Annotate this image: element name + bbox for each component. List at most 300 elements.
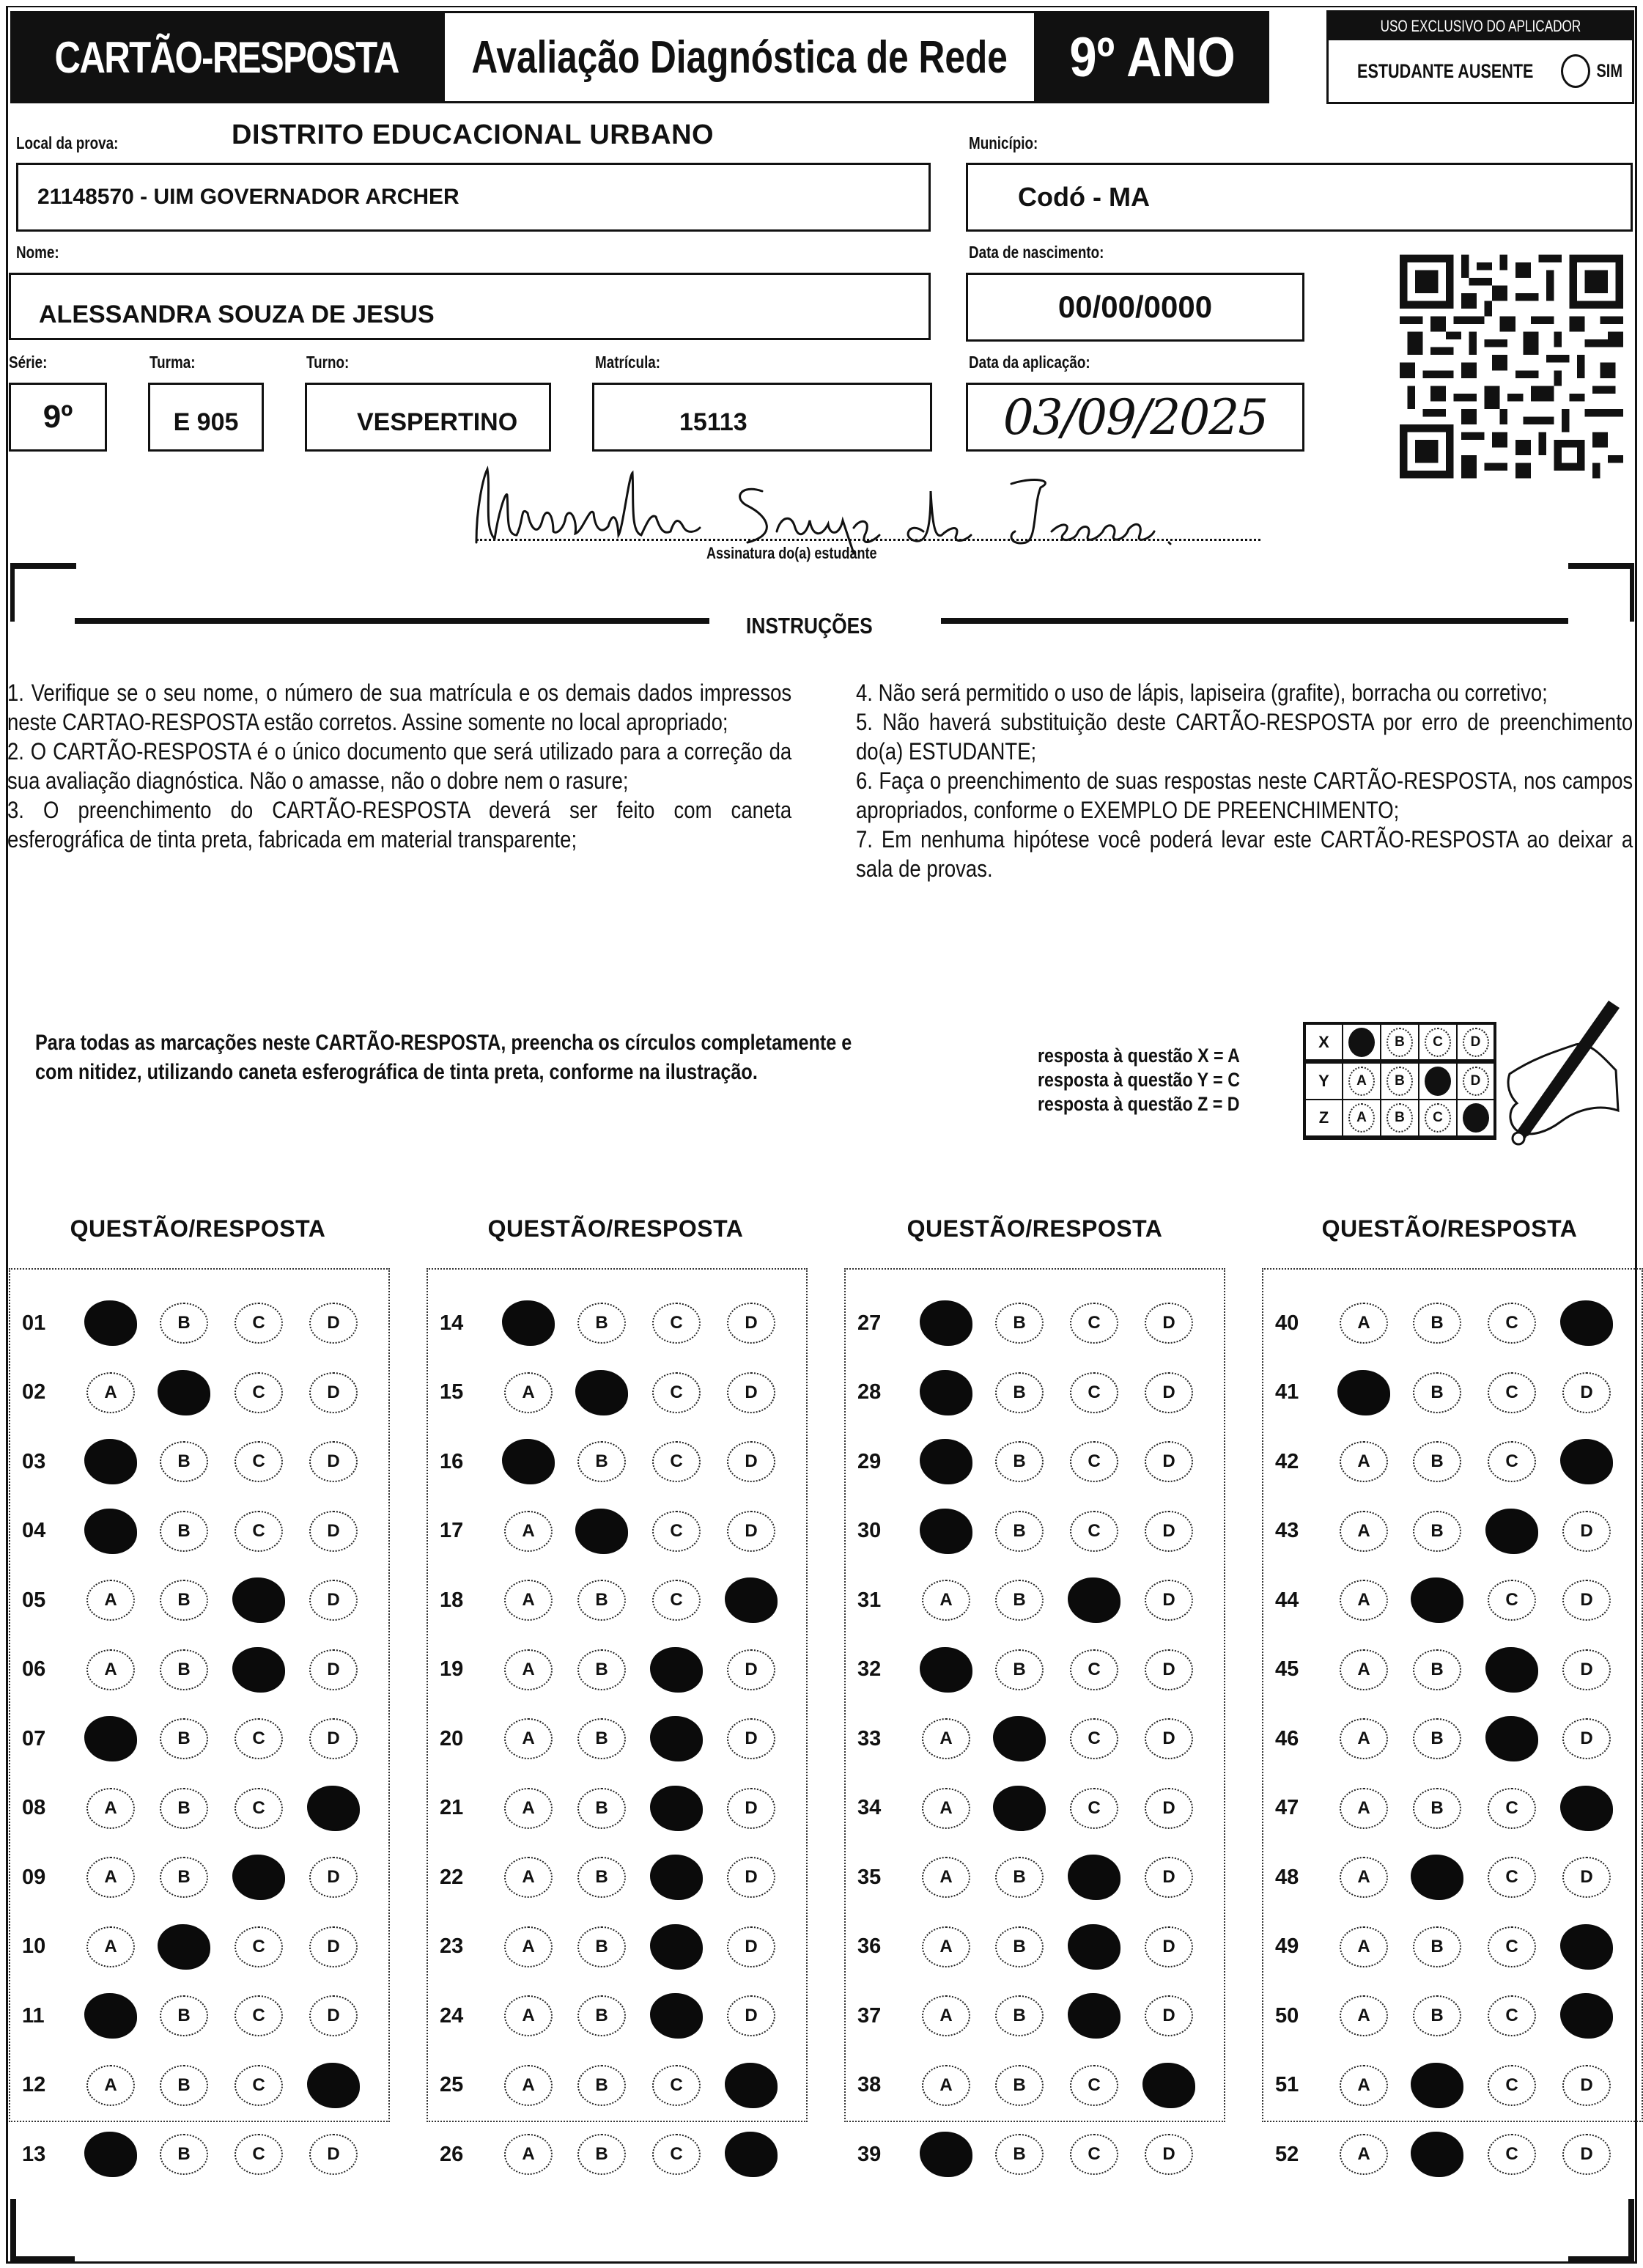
answer-bubble-01-b[interactable]: B xyxy=(160,1303,208,1344)
answer-bubble-21-c-filled[interactable] xyxy=(650,1786,703,1831)
question-number: 47 xyxy=(1275,1796,1299,1819)
answer-bubble-02-d[interactable]: D xyxy=(309,1372,358,1413)
instruction-item-2: 2. O CARTÃO-RESPOSTA é o único documento que será utilizado para a correção da sua avaliação diagnóstica. Não o amasse, não o dobre nem o rasure; xyxy=(7,738,792,794)
answer-bubble-22-a[interactable]: A xyxy=(504,1857,553,1898)
answer-bubble-47-a[interactable]: A xyxy=(1340,1788,1388,1829)
answer-bubble-27-c[interactable]: C xyxy=(1070,1303,1118,1344)
answer-bubble-14-a-filled[interactable] xyxy=(502,1300,555,1346)
question-row-25 xyxy=(428,2052,806,2118)
answer-bubble-48-b-filled[interactable] xyxy=(1411,1855,1463,1900)
question-row-03 xyxy=(10,1429,388,1495)
answer-bubble-19-d[interactable]: D xyxy=(727,1649,775,1690)
answer-bubble-03-c[interactable]: C xyxy=(235,1441,283,1482)
applicator-box xyxy=(1326,10,1634,104)
answer-bubble-10-c[interactable]: C xyxy=(235,1926,283,1967)
answer-bubble-42-b[interactable]: B xyxy=(1413,1441,1461,1482)
answer-bubble-09-d[interactable]: D xyxy=(309,1857,358,1898)
question-number: 08 xyxy=(22,1796,46,1819)
answer-bubble-29-c[interactable]: C xyxy=(1070,1441,1118,1482)
question-number: 14 xyxy=(440,1311,464,1335)
answer-bubble-32-b[interactable]: B xyxy=(995,1649,1044,1690)
answer-bubble-36-a[interactable]: A xyxy=(922,1926,970,1967)
answer-bubble-24-a[interactable]: A xyxy=(504,1995,553,2036)
answer-bubble-07-b[interactable]: B xyxy=(160,1718,208,1759)
answer-bubble-49-b[interactable]: B xyxy=(1413,1926,1461,1967)
absent-student-row xyxy=(1329,40,1632,102)
question-number: 34 xyxy=(857,1796,882,1819)
question-number: 31 xyxy=(857,1588,882,1612)
answer-bubble-26-a[interactable]: A xyxy=(504,2134,553,2175)
question-number: 03 xyxy=(22,1449,46,1473)
answer-bubble-22-c-filled[interactable] xyxy=(650,1855,703,1900)
answer-bubble-13-d[interactable]: D xyxy=(309,2134,358,2175)
answer-bubble-28-a-filled[interactable] xyxy=(920,1370,972,1415)
question-number: 19 xyxy=(440,1657,464,1681)
answer-bubble-19-b[interactable]: B xyxy=(577,1649,626,1690)
question-row-43 xyxy=(1263,1498,1642,1564)
answer-bubble-17-d[interactable]: D xyxy=(727,1511,775,1552)
answer-bubble-08-d-filled[interactable] xyxy=(307,1786,360,1831)
answer-bubble-01-d[interactable]: D xyxy=(309,1303,358,1344)
answer-bubble-38-b[interactable]: B xyxy=(995,2065,1044,2106)
answer-bubble-38-d-filled[interactable] xyxy=(1142,2063,1195,2108)
answer-bubble-27-b[interactable]: B xyxy=(995,1303,1044,1344)
card-title-banner xyxy=(10,11,443,103)
answer-bubble-52-c[interactable]: C xyxy=(1488,2134,1536,2175)
answer-bubble-34-b-filled[interactable] xyxy=(993,1786,1046,1831)
answer-bubble-19-a[interactable]: A xyxy=(504,1649,553,1690)
question-number: 02 xyxy=(22,1380,46,1404)
question-number: 32 xyxy=(857,1657,882,1681)
answer-bubble-46-c-filled[interactable] xyxy=(1485,1716,1538,1761)
answer-bubble-25-c[interactable]: C xyxy=(652,2065,701,2106)
answer-bubble-41-d[interactable]: D xyxy=(1562,1372,1611,1413)
answer-bubble-40-a[interactable]: A xyxy=(1340,1303,1388,1344)
answer-bubble-11-a-filled[interactable] xyxy=(84,1993,137,2039)
answer-bubble-37-b[interactable]: B xyxy=(995,1995,1044,2036)
answer-bubble-35-b[interactable]: B xyxy=(995,1857,1044,1898)
question-row-23 xyxy=(428,1914,806,1980)
answer-bubble-03-b[interactable]: B xyxy=(160,1441,208,1482)
answer-bubble-25-a[interactable]: A xyxy=(504,2065,553,2106)
answer-bubble-37-c-filled[interactable] xyxy=(1068,1993,1120,2039)
question-row-14 xyxy=(428,1290,806,1356)
fill-example-row-z xyxy=(1304,1100,1495,1138)
answer-bubble-44-c[interactable]: C xyxy=(1488,1580,1536,1621)
answer-bubble-45-c-filled[interactable] xyxy=(1485,1647,1538,1693)
column-header-2: QUESTÃO/RESPOSTA xyxy=(487,1215,744,1242)
answer-bubble-31-c-filled[interactable] xyxy=(1068,1577,1120,1623)
fill-example-table xyxy=(1303,1022,1496,1140)
answer-bubble-34-d[interactable]: D xyxy=(1145,1788,1193,1829)
answer-bubble-09-a[interactable]: A xyxy=(86,1857,135,1898)
answer-bubble-08-a[interactable]: A xyxy=(86,1788,135,1829)
absent-student-option: SIM xyxy=(1596,60,1623,81)
answer-bubble-36-b[interactable]: B xyxy=(995,1926,1044,1967)
serie-value: 9º xyxy=(43,399,73,435)
answer-bubble-50-b[interactable]: B xyxy=(1413,1995,1461,2036)
answer-bubble-13-a-filled[interactable] xyxy=(84,2132,137,2177)
question-number: 41 xyxy=(1275,1380,1299,1404)
answer-bubble-48-d[interactable]: D xyxy=(1562,1857,1611,1898)
question-number: 28 xyxy=(857,1380,882,1404)
answer-bubble-48-c[interactable]: C xyxy=(1488,1857,1536,1898)
question-row-32 xyxy=(846,1637,1224,1703)
answer-bubble-29-a-filled[interactable] xyxy=(920,1439,972,1484)
answer-bubble-47-b[interactable]: B xyxy=(1413,1788,1461,1829)
answer-bubble-20-a[interactable]: A xyxy=(504,1718,553,1759)
answer-bubble-52-b-filled[interactable] xyxy=(1411,2132,1463,2177)
question-number: 42 xyxy=(1275,1449,1299,1473)
answer-bubble-45-d[interactable]: D xyxy=(1562,1649,1611,1690)
question-number: 09 xyxy=(22,1865,46,1889)
answer-bubble-45-b[interactable]: B xyxy=(1413,1649,1461,1690)
question-row-12 xyxy=(10,2052,388,2118)
answer-bubble-38-a[interactable]: A xyxy=(922,2065,970,2106)
answer-bubble-21-b[interactable]: B xyxy=(577,1788,626,1829)
answer-bubble-48-a[interactable]: A xyxy=(1340,1857,1388,1898)
answer-bubble-03-a-filled[interactable] xyxy=(84,1439,137,1484)
answer-bubble-45-a[interactable]: A xyxy=(1340,1649,1388,1690)
answer-bubble-43-b[interactable]: B xyxy=(1413,1511,1461,1552)
answer-bubble-32-c[interactable]: C xyxy=(1070,1649,1118,1690)
answer-bubble-13-b[interactable]: B xyxy=(160,2134,208,2175)
question-row-38 xyxy=(846,2052,1224,2118)
turma-value: E 905 xyxy=(173,408,239,436)
answer-bubble-30-a-filled[interactable] xyxy=(920,1509,972,1554)
answer-bubble-05-a[interactable]: A xyxy=(86,1580,135,1621)
answer-bubble-44-a[interactable]: A xyxy=(1340,1580,1388,1621)
question-row-26 xyxy=(428,2121,806,2187)
answer-bubble-02-a[interactable]: A xyxy=(86,1372,135,1413)
answer-bubble-49-c[interactable]: C xyxy=(1488,1926,1536,1967)
question-number: 45 xyxy=(1275,1657,1299,1681)
signature-line xyxy=(476,539,1260,541)
answer-bubble-04-a-filled[interactable] xyxy=(84,1509,137,1554)
question-number: 24 xyxy=(440,2003,464,2028)
answer-bubble-15-b-filled[interactable] xyxy=(575,1370,628,1415)
answer-bubble-05-b[interactable]: B xyxy=(160,1580,208,1621)
answer-bubble-23-c-filled[interactable] xyxy=(650,1924,703,1970)
nome-label: Nome: xyxy=(16,243,59,262)
column-header-4: QUESTÃO/RESPOSTA xyxy=(1321,1215,1578,1242)
answer-bubble-22-b[interactable]: B xyxy=(577,1857,626,1898)
answer-bubble-34-a[interactable]: A xyxy=(922,1788,970,1829)
instruction-item-6: 6. Faça o preenchimento de suas respostas neste CARTÃO-RESPOSTA, nos campos apropriados, conforme o EXEMPLO DE PREENCHIMENTO; xyxy=(856,767,1633,823)
question-row-44 xyxy=(1263,1567,1642,1633)
answer-bubble-34-c[interactable]: C xyxy=(1070,1788,1118,1829)
answer-bubble-20-c-filled[interactable] xyxy=(650,1716,703,1761)
answer-bubble-23-d[interactable]: D xyxy=(727,1926,775,1967)
answer-bubble-27-d[interactable]: D xyxy=(1145,1303,1193,1344)
answer-bubble-35-d[interactable]: D xyxy=(1145,1857,1193,1898)
answer-bubble-01-a-filled[interactable] xyxy=(84,1300,137,1346)
answer-bubble-26-b[interactable]: B xyxy=(577,2134,626,2175)
answer-bubble-36-d[interactable]: D xyxy=(1145,1926,1193,1967)
answer-bubble-05-c-filled[interactable] xyxy=(232,1577,285,1623)
fill-example-line-y: resposta à questão Y = C xyxy=(1038,1069,1240,1091)
answer-bubble-37-a[interactable]: A xyxy=(922,1995,970,2036)
answer-bubble-02-b-filled[interactable] xyxy=(158,1370,210,1415)
answer-bubble-19-c-filled[interactable] xyxy=(650,1647,703,1693)
registration-mark-bottom-right xyxy=(1628,2199,1634,2261)
question-row-17 xyxy=(428,1498,806,1564)
answer-bubble-40-d-filled[interactable] xyxy=(1560,1300,1613,1346)
answer-bubble-16-b[interactable]: B xyxy=(577,1441,626,1482)
question-row-16 xyxy=(428,1429,806,1495)
municipio-label: Município: xyxy=(969,133,1038,152)
answer-bubble-37-d[interactable]: D xyxy=(1145,1995,1193,2036)
answer-bubble-04-d[interactable]: D xyxy=(309,1511,358,1552)
answer-bubble-33-b-filled[interactable] xyxy=(993,1716,1046,1761)
fill-example-legend xyxy=(1038,1044,1273,1116)
answer-bubble-28-c[interactable]: C xyxy=(1070,1372,1118,1413)
answer-bubble-36-c-filled[interactable] xyxy=(1068,1924,1120,1970)
column-header-3: QUESTÃO/RESPOSTA xyxy=(907,1215,1163,1242)
answer-bubble-40-b[interactable]: B xyxy=(1413,1303,1461,1344)
answer-bubble-07-c[interactable]: C xyxy=(235,1718,283,1759)
question-number: 16 xyxy=(440,1449,464,1473)
answer-bubble-08-c[interactable]: C xyxy=(235,1788,283,1829)
question-number: 39 xyxy=(857,2142,882,2166)
answer-bubble-50-d-filled[interactable] xyxy=(1560,1993,1613,2039)
question-row-34 xyxy=(846,1775,1224,1841)
answer-bubble-06-d[interactable]: D xyxy=(309,1649,358,1690)
answer-bubble-40-c[interactable]: C xyxy=(1488,1303,1536,1344)
fill-example-line-z: resposta à questão Z = D xyxy=(1038,1093,1240,1115)
question-number: 38 xyxy=(857,2073,882,2096)
answer-bubble-46-b[interactable]: B xyxy=(1413,1718,1461,1759)
answer-bubble-12-d-filled[interactable] xyxy=(307,2063,360,2108)
question-number: 13 xyxy=(22,2142,46,2166)
answer-bubble-35-a[interactable]: A xyxy=(922,1857,970,1898)
answer-bubble-24-b[interactable]: B xyxy=(577,1995,626,2036)
answer-bubble-42-d-filled[interactable] xyxy=(1560,1439,1613,1484)
answer-bubble-32-d[interactable]: D xyxy=(1145,1649,1193,1690)
question-row-35 xyxy=(846,1844,1224,1910)
answer-bubble-06-a[interactable]: A xyxy=(86,1649,135,1690)
question-number: 05 xyxy=(22,1588,46,1612)
answer-bubble-20-b[interactable]: B xyxy=(577,1718,626,1759)
answer-bubble-14-c[interactable]: C xyxy=(652,1303,701,1344)
question-row-41 xyxy=(1263,1360,1642,1426)
answer-bubble-46-d[interactable]: D xyxy=(1562,1718,1611,1759)
answer-bubble-26-d-filled[interactable] xyxy=(725,2132,778,2177)
answer-bubble-09-b[interactable]: B xyxy=(160,1857,208,1898)
answer-bubble-13-c[interactable]: C xyxy=(235,2134,283,2175)
question-row-13 xyxy=(10,2121,388,2187)
answer-bubble-41-b[interactable]: B xyxy=(1413,1372,1461,1413)
answer-bubble-47-c[interactable]: C xyxy=(1488,1788,1536,1829)
answer-bubble-18-c[interactable]: C xyxy=(652,1580,701,1621)
turma-label: Turma: xyxy=(149,353,196,372)
answer-bubble-51-d[interactable]: D xyxy=(1562,2065,1611,2106)
question-row-19 xyxy=(428,1637,806,1703)
answer-bubble-30-d[interactable]: D xyxy=(1145,1511,1193,1552)
answer-bubble-25-d-filled[interactable] xyxy=(725,2063,778,2108)
answer-bubble-28-b[interactable]: B xyxy=(995,1372,1044,1413)
answer-bubble-16-c[interactable]: C xyxy=(652,1441,701,1482)
instructions-title: INSTRUÇÕES xyxy=(746,613,873,638)
answer-bubble-50-c[interactable]: C xyxy=(1488,1995,1536,2036)
example-bubble: C xyxy=(1425,1028,1451,1057)
answer-bubble-17-a[interactable]: A xyxy=(504,1511,553,1552)
district-name: DISTRITO EDUCACIONAL URBANO xyxy=(232,119,715,150)
answer-bubble-26-c[interactable]: C xyxy=(652,2134,701,2175)
question-row-36 xyxy=(846,1914,1224,1980)
question-number: 33 xyxy=(857,1726,882,1750)
answer-bubble-14-b[interactable]: B xyxy=(577,1303,626,1344)
answer-bubble-39-d[interactable]: D xyxy=(1145,2134,1193,2175)
answer-bubble-31-d[interactable]: D xyxy=(1145,1580,1193,1621)
example-bubble: B xyxy=(1387,1103,1413,1133)
answer-bubble-04-b[interactable]: B xyxy=(160,1511,208,1552)
answer-bubble-31-a[interactable]: A xyxy=(922,1580,970,1621)
absent-student-bubble[interactable] xyxy=(1561,54,1590,88)
question-number: 27 xyxy=(857,1311,882,1335)
local-label: Local da prova: xyxy=(16,133,119,152)
answer-bubble-10-b-filled[interactable] xyxy=(158,1924,210,1970)
question-number: 01 xyxy=(22,1311,46,1335)
example-bubble: A xyxy=(1348,1103,1375,1133)
question-number: 46 xyxy=(1275,1726,1299,1750)
absent-student-label: ESTUDANTE AUSENTE xyxy=(1356,59,1533,82)
answer-bubble-12-c[interactable]: C xyxy=(235,2065,283,2106)
answer-bubble-12-a[interactable]: A xyxy=(86,2065,135,2106)
answer-bubble-33-c[interactable]: C xyxy=(1070,1718,1118,1759)
nascimento-field xyxy=(966,273,1304,342)
answer-bubble-52-a[interactable]: A xyxy=(1340,2134,1388,2175)
answer-bubble-27-a-filled[interactable] xyxy=(920,1300,972,1346)
nascimento-value: 00/00/0000 xyxy=(1057,290,1213,324)
answer-bubble-03-d[interactable]: D xyxy=(309,1441,358,1482)
answer-bubble-39-a-filled[interactable] xyxy=(920,2132,972,2177)
answer-bubble-43-d[interactable]: D xyxy=(1562,1511,1611,1552)
answer-bubble-39-c[interactable]: C xyxy=(1070,2134,1118,2175)
answer-bubble-04-c[interactable]: C xyxy=(235,1511,283,1552)
answer-bubble-43-c-filled[interactable] xyxy=(1485,1509,1538,1554)
answer-bubble-06-b[interactable]: B xyxy=(160,1649,208,1690)
question-row-49 xyxy=(1263,1914,1642,1980)
answer-bubble-46-a[interactable]: A xyxy=(1340,1718,1388,1759)
applicator-title-bar xyxy=(1329,12,1632,40)
answer-bubble-31-b[interactable]: B xyxy=(995,1580,1044,1621)
answer-bubble-33-d[interactable]: D xyxy=(1145,1718,1193,1759)
question-row-45 xyxy=(1263,1637,1642,1703)
question-number: 37 xyxy=(857,2003,882,2028)
question-row-31 xyxy=(846,1567,1224,1633)
answer-bubble-43-a[interactable]: A xyxy=(1340,1511,1388,1552)
instruction-item-3: 3. O preenchimento do CARTÃO-RESPOSTA deverá ser feito com caneta esferográfica de tinta preta, fabricada em material transparente; xyxy=(7,797,792,853)
answer-bubble-21-d[interactable]: D xyxy=(727,1788,775,1829)
answer-bubble-17-b-filled[interactable] xyxy=(575,1509,628,1554)
answer-bubble-49-d-filled[interactable] xyxy=(1560,1924,1613,1970)
answer-bubble-10-d[interactable]: D xyxy=(309,1926,358,1967)
answer-bubble-18-d-filled[interactable] xyxy=(725,1577,778,1623)
answer-bubble-18-b[interactable]: B xyxy=(577,1580,626,1621)
answer-bubble-16-d[interactable]: D xyxy=(727,1441,775,1482)
answer-bubble-01-c[interactable]: C xyxy=(235,1303,283,1344)
answer-bubble-08-b[interactable]: B xyxy=(160,1788,208,1829)
answer-bubble-29-d[interactable]: D xyxy=(1145,1441,1193,1482)
answer-bubble-42-c[interactable]: C xyxy=(1488,1441,1536,1482)
answer-bubble-30-c[interactable]: C xyxy=(1070,1511,1118,1552)
aplicacao-field[interactable] xyxy=(966,383,1304,452)
answer-bubble-41-c[interactable]: C xyxy=(1488,1372,1536,1413)
question-row-21 xyxy=(428,1775,806,1841)
answer-bubble-06-c-filled[interactable] xyxy=(232,1647,285,1693)
answer-bubble-28-d[interactable]: D xyxy=(1145,1372,1193,1413)
answer-bubble-07-a-filled[interactable] xyxy=(84,1716,137,1761)
municipio-value: Codó - MA xyxy=(1018,182,1150,212)
answer-bubble-11-b[interactable]: B xyxy=(160,1995,208,2036)
answer-bubble-15-d[interactable]: D xyxy=(727,1372,775,1413)
answer-bubble-23-a[interactable]: A xyxy=(504,1926,553,1967)
answer-bubble-15-c[interactable]: C xyxy=(652,1372,701,1413)
answer-bubble-51-c[interactable]: C xyxy=(1488,2065,1536,2106)
student-signature-handwritten[interactable] xyxy=(454,462,1282,557)
question-number: 04 xyxy=(22,1519,46,1542)
answer-bubble-39-b[interactable]: B xyxy=(995,2134,1044,2175)
answer-bubble-33-a[interactable]: A xyxy=(922,1718,970,1759)
example-bubble-filled xyxy=(1348,1028,1375,1057)
answer-bubble-52-d[interactable]: D xyxy=(1562,2134,1611,2175)
answer-bubble-02-c[interactable]: C xyxy=(235,1372,283,1413)
matricula-field xyxy=(592,383,932,452)
answer-bubble-44-b-filled[interactable] xyxy=(1411,1577,1463,1623)
answer-bubble-35-c-filled[interactable] xyxy=(1068,1855,1120,1900)
answer-bubble-11-c[interactable]: C xyxy=(235,1995,283,2036)
answer-bubble-16-a-filled[interactable] xyxy=(502,1439,555,1484)
answer-bubble-21-a[interactable]: A xyxy=(504,1788,553,1829)
answer-bubble-20-d[interactable]: D xyxy=(727,1718,775,1759)
answer-bubble-14-d[interactable]: D xyxy=(727,1303,775,1344)
answer-bubble-42-a[interactable]: A xyxy=(1340,1441,1388,1482)
answer-bubble-24-d[interactable]: D xyxy=(727,1995,775,2036)
answer-bubble-38-c[interactable]: C xyxy=(1070,2065,1118,2106)
exam-title: Avaliação Diagnóstica de Rede xyxy=(471,32,1008,83)
answer-bubble-49-a[interactable]: A xyxy=(1340,1926,1388,1967)
answer-bubble-10-a[interactable]: A xyxy=(86,1926,135,1967)
answer-bubble-24-c-filled[interactable] xyxy=(650,1993,703,2039)
answer-bubble-07-d[interactable]: D xyxy=(309,1718,358,1759)
answer-bubble-12-b[interactable]: B xyxy=(160,2065,208,2106)
instructions-rule-left xyxy=(75,618,709,624)
answer-bubble-41-a-filled[interactable] xyxy=(1337,1370,1390,1415)
answer-bubble-51-a[interactable]: A xyxy=(1340,2065,1388,2106)
answer-column-4 xyxy=(1262,1268,1643,2166)
answer-column-2 xyxy=(427,1268,808,2166)
answer-bubble-11-d[interactable]: D xyxy=(309,1995,358,2036)
answer-bubble-15-a[interactable]: A xyxy=(504,1372,553,1413)
answer-bubble-22-d[interactable]: D xyxy=(727,1857,775,1898)
answer-bubble-50-a[interactable]: A xyxy=(1340,1995,1388,2036)
answer-bubble-25-b[interactable]: B xyxy=(577,2065,626,2106)
answer-bubble-17-c[interactable]: C xyxy=(652,1511,701,1552)
answer-bubble-30-b[interactable]: B xyxy=(995,1511,1044,1552)
answer-bubble-09-c-filled[interactable] xyxy=(232,1855,285,1900)
answer-bubble-29-b[interactable]: B xyxy=(995,1441,1044,1482)
answer-bubble-32-a-filled[interactable] xyxy=(920,1647,972,1693)
answer-bubble-47-d-filled[interactable] xyxy=(1560,1786,1613,1831)
answer-bubble-51-b-filled[interactable] xyxy=(1411,2063,1463,2108)
answer-bubble-44-d[interactable]: D xyxy=(1562,1580,1611,1621)
answer-bubble-23-b[interactable]: B xyxy=(577,1926,626,1967)
answer-bubble-18-a[interactable]: A xyxy=(504,1580,553,1621)
instructions-right-column xyxy=(856,678,1633,883)
question-row-52 xyxy=(1263,2121,1642,2187)
answer-bubble-05-d[interactable]: D xyxy=(309,1580,358,1621)
